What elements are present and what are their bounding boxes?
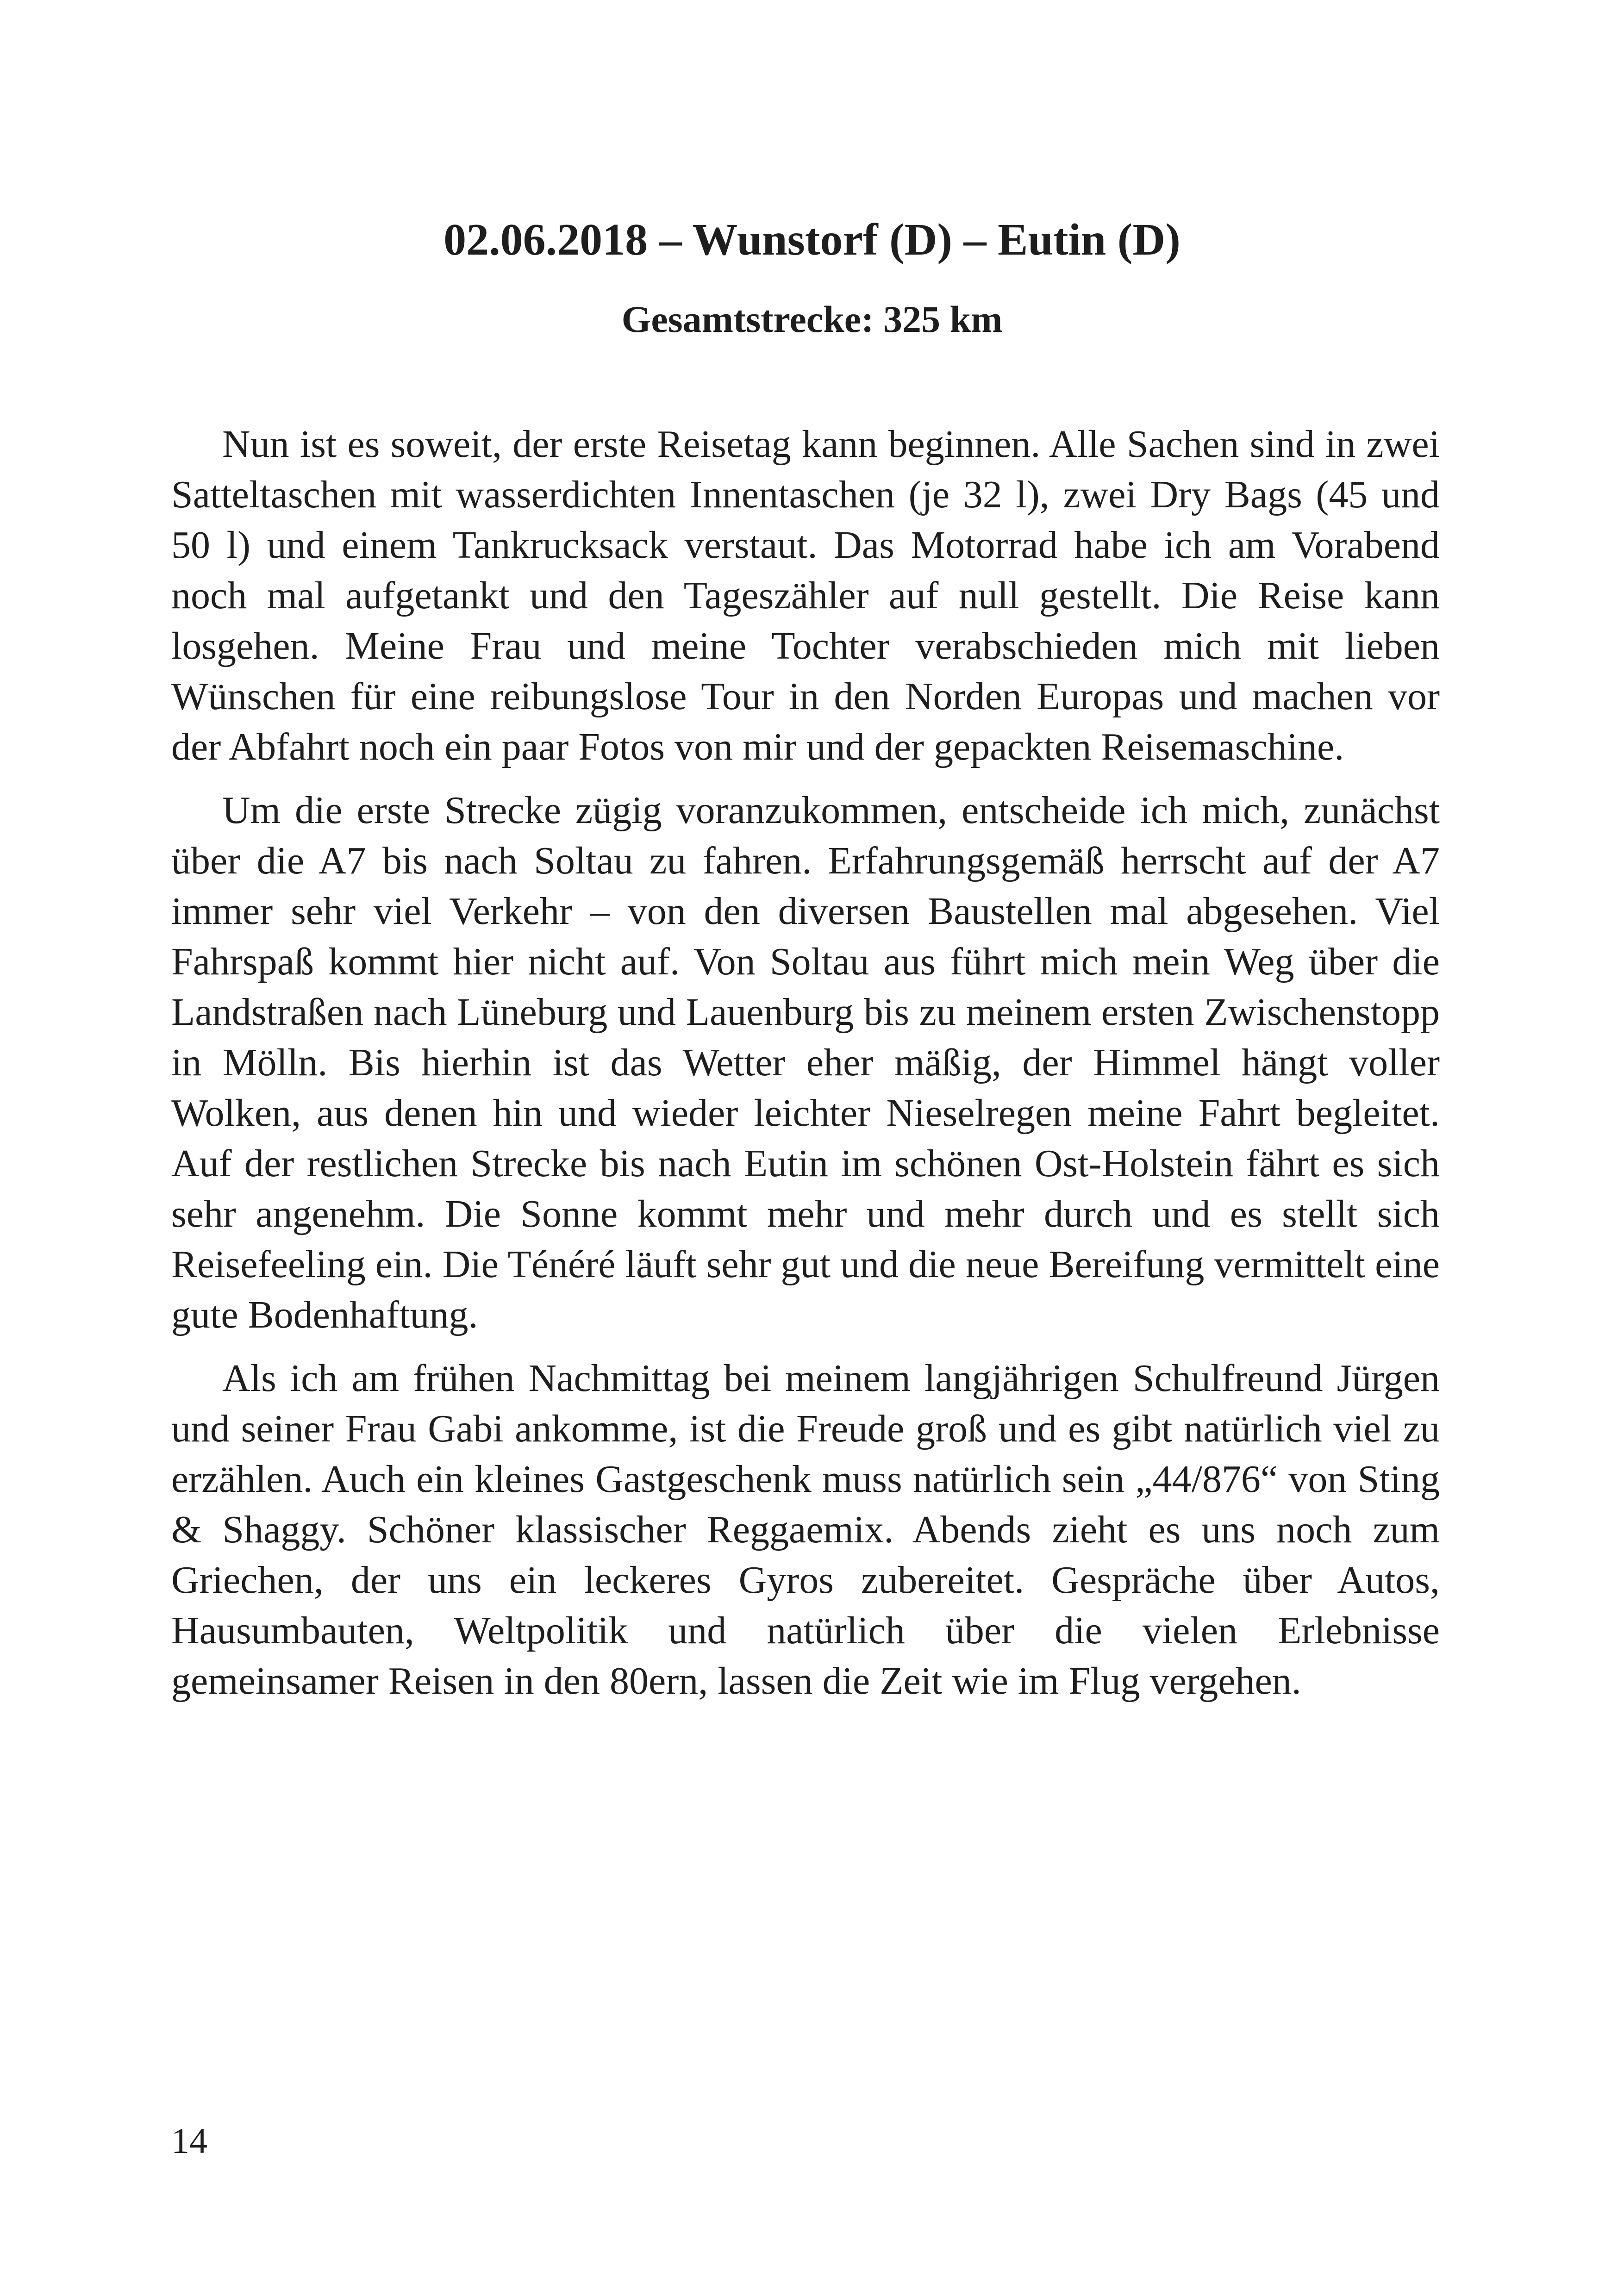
chapter-title: 02.06.2018 – Wunstorf (D) – Eutin (D)	[443, 215, 1181, 265]
paragraph: Als ich am frühen Nachmittag bei meinem langjährigen Schulfreund Jürgen und seiner Frau Gabi ankomme, ist die Freude groß und es gibt natürlich viel zu erzählen. Auch ein kleines Gastgeschenk muss natürlich sein „44/876“ von Sting & Shaggy. Schöner klassischer Reggaemix. Abends zieht es uns noch zum Griechen, der uns ein leckeres Gyros zubereitet. Gespräche über Autos, Hausumbauten, Weltpolitik und natürlich über die vielen Erlebnisse gemeinsamer Reisen in den 80ern, lassen die Zeit wie im Flug vergehen.	[171, 1357, 1440, 1703]
paragraph: Um die erste Strecke zügig voranzukommen, entscheide ich mich, zunächst über die A7 bis nach Soltau zu fahren. Erfahrungsgemäß herrscht auf der A7 immer sehr viel Verkehr – von den diversen Baustellen mal abgesehen. Viel Fahrspaß kommt hier nicht auf. Von Soltau aus führt mich mein Weg über die Landstraßen nach Lüneburg und Lauenburg bis zu meinem ersten Zwischenstopp in Mölln. Bis hierhin ist das Wetter eher mäßig, der Himmel hängt voller Wolken, aus denen hin und wieder leichter Nieselregen meine Fahrt begleitet. Auf der restlichen Strecke bis nach Eutin im schönen Ost-Holstein fährt es sich sehr angenehm. Die Sonne kommt mehr und mehr durch und es stellt sich Reisefeeling ein. Die Ténéré läuft sehr gut und die neue Bereifung vermittelt eine gute Bodenhaftung.	[171, 789, 1440, 1336]
page-number: 14	[171, 2120, 207, 2161]
body-text	[171, 419, 1440, 1719]
paragraph: Nun ist es soweit, der erste Reisetag kann beginnen. Alle Sachen sind in zwei Satteltaschen mit wasserdichten Innentaschen (je 32 l), zwei Dry Bags (45 und 50 l) und einem Tankrucksack verstaut. Das Motorrad habe ich am Vorabend noch mal aufgetankt und den Tageszähler auf null gestellt. Die Reise kann losgehen. Meine Frau und meine Tochter verabschieden mich mit lieben Wünschen für eine reibungslose Tour in den Norden Europas und machen vor der Abfahrt noch ein paar Fotos von mir und der gepackten Reisemaschine.	[171, 423, 1440, 768]
chapter-subtitle: Gesamtstrecke: 325 km	[621, 298, 1003, 340]
